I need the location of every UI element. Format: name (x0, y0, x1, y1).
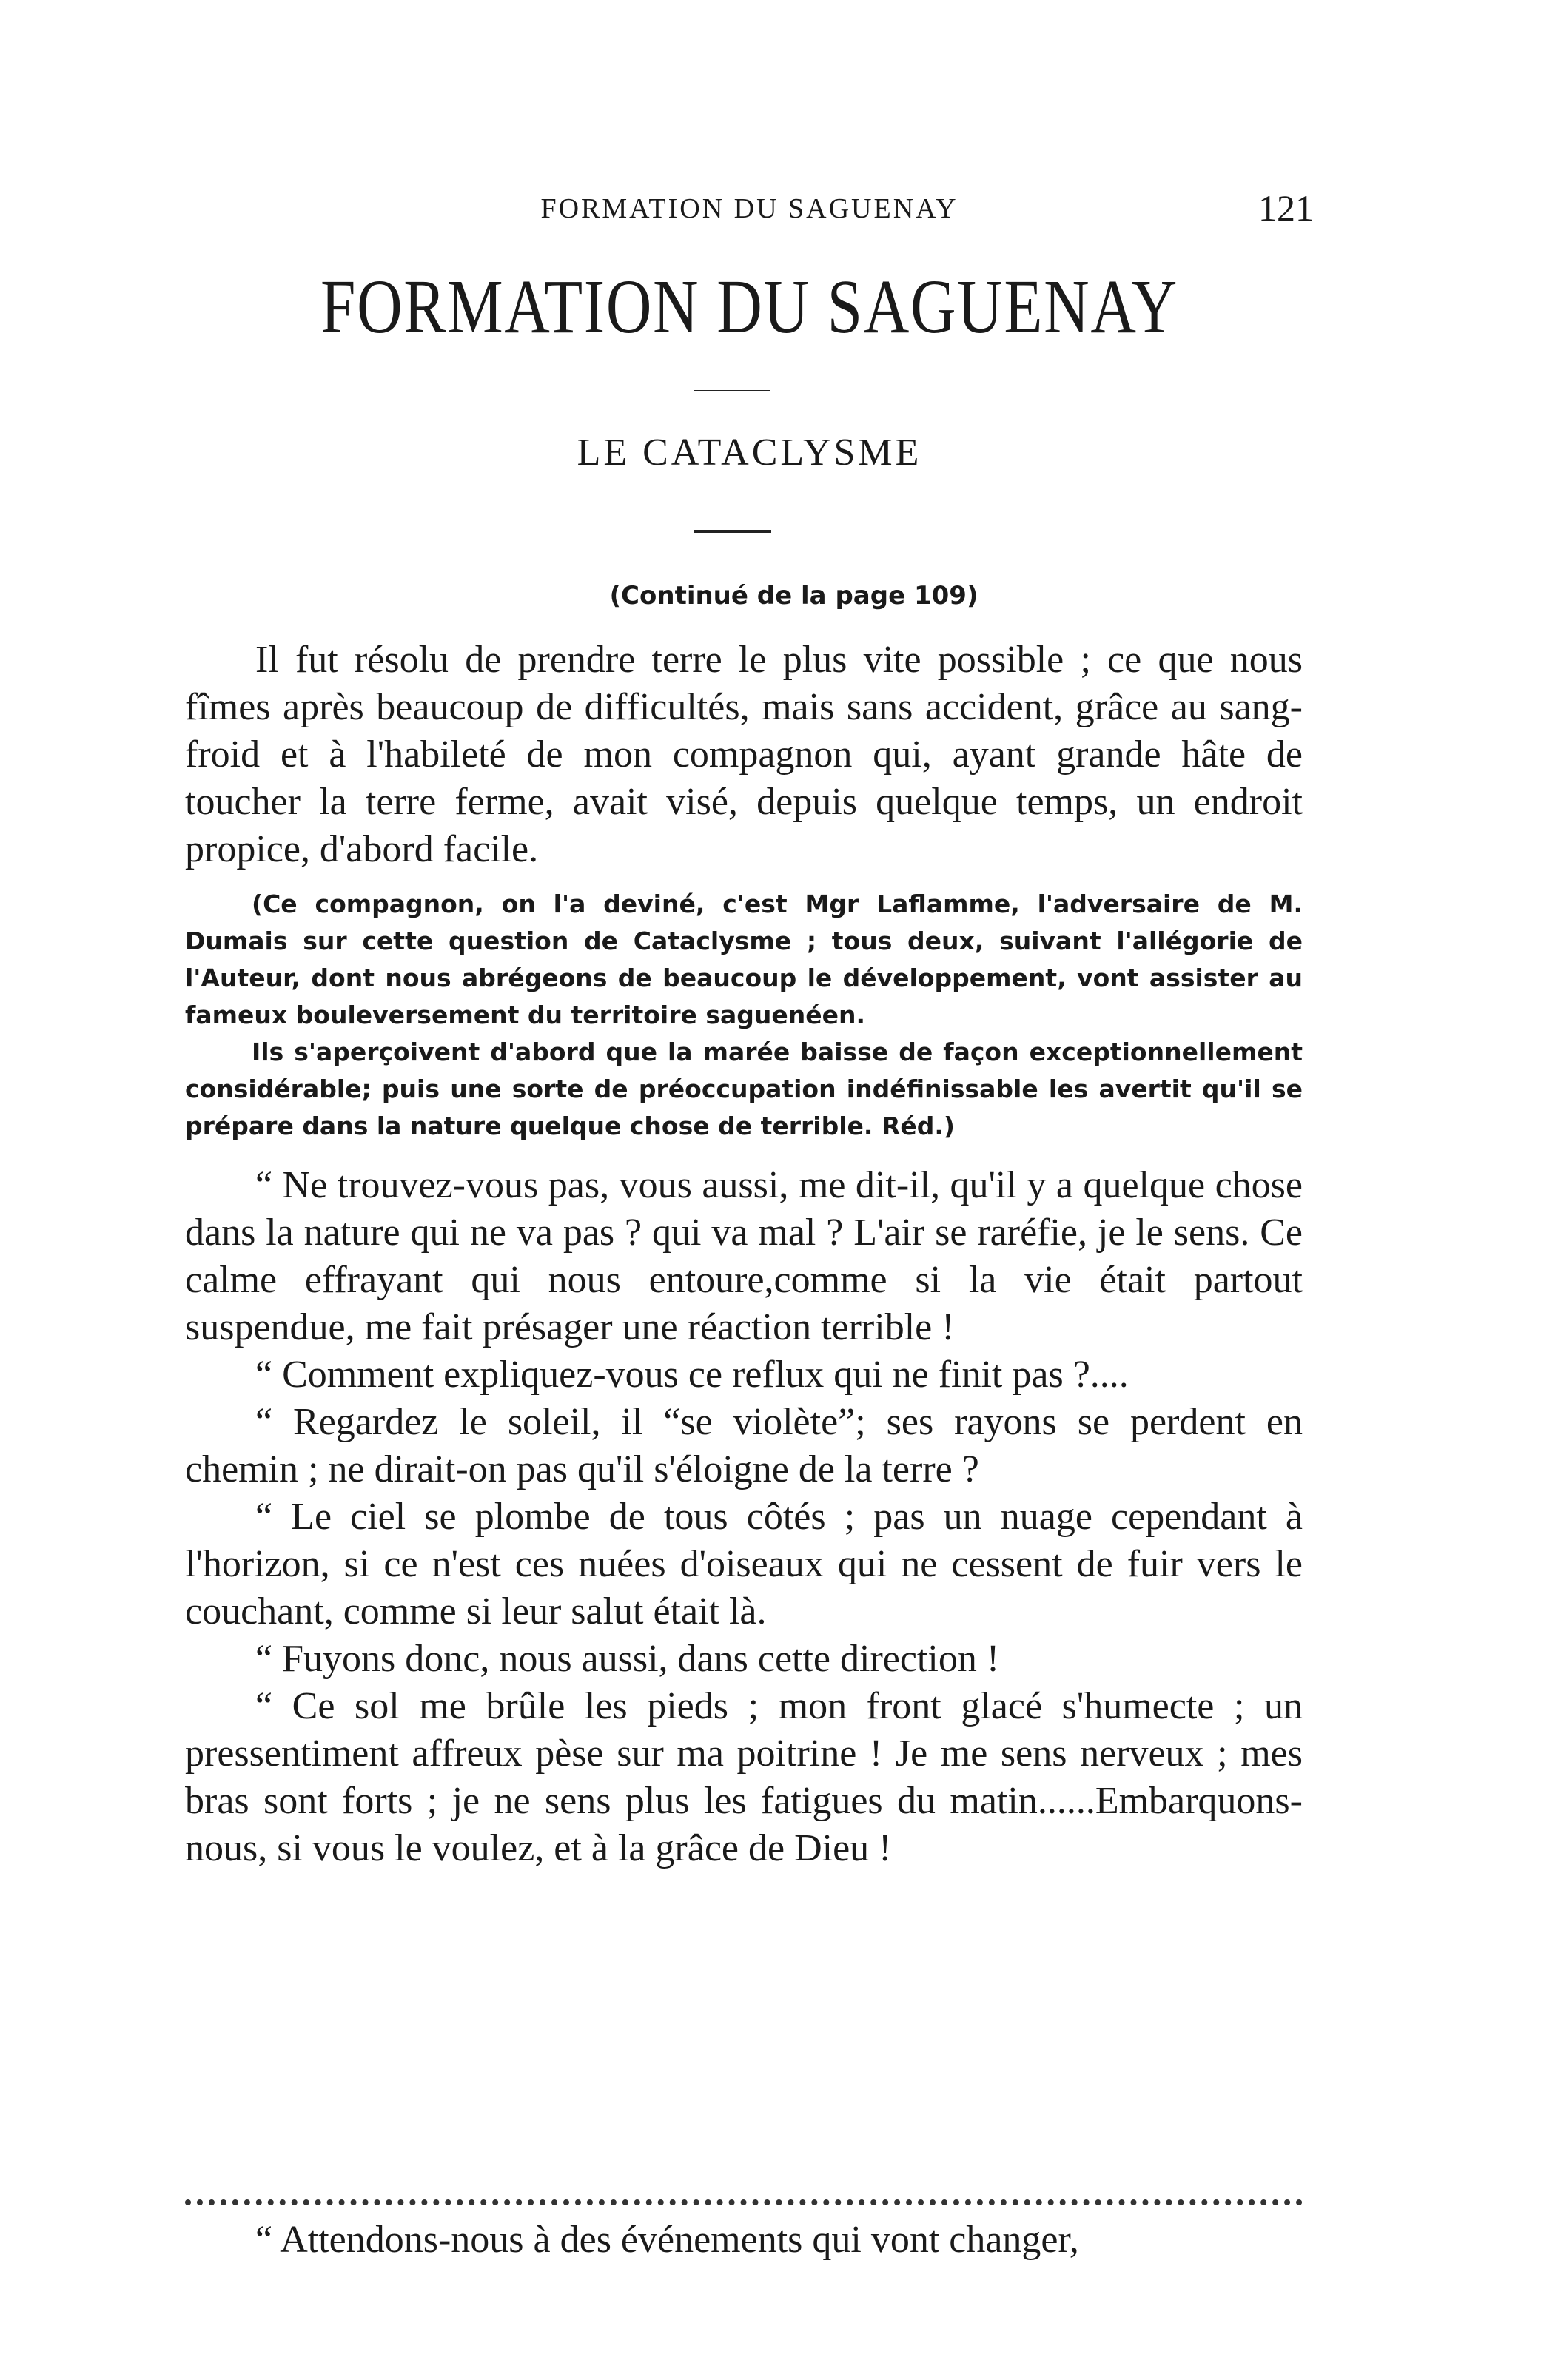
dialogue-paragraph: “ Ne trouvez-vous pas, vous aussi, me dit-il, qu'il y a quelque chose dans la nature qui ne va pas ? qui va mal ? L'air se raréfie, je le sens. Ce calme effrayant qui nous entoure,comme si la vie était partout suspendue, me fait présager une réaction terrible ! (185, 1164, 1303, 1348)
ellipsis-divider (185, 2191, 1303, 2205)
dialogue-paragraph: “ Comment expliquez-vous ce reflux qui ne finit pas ?.... (255, 1354, 1129, 1396)
closing-paragraph-block (185, 2216, 1303, 2264)
body-paragraph: Il fut résolu de prendre terre le plus vite possible ; ce que nous fîmes après beaucoup de difficultés, mais sans accident, grâce au sang-froid et à l'habileté de mon compagnon qui, ayant grande hâte de toucher la terre ferme, avait visé, depuis quelque temps, un endroit propice, d'abord facile. (185, 639, 1303, 870)
page-number: 121 (1258, 187, 1314, 229)
subtitle-divider (694, 530, 771, 533)
dialogue-paragraph: “ Ce sol me brûle les pieds ; mon front glacé s'humecte ; un pressentiment affreux pèse sur ma poitrine ! Je me sens nerveux ; mes bras sont forts ; je ne sens plus les fatigues du matin......Embarquons-nous, si vous le voulez, et à la grâce de Dieu ! (185, 1685, 1303, 1869)
title-divider (694, 390, 770, 391)
editor-note-block (185, 886, 1303, 1145)
editor-note: Ils s'aperçoivent d'abord que la marée baisse de façon exceptionnellement considérable; puis une sorte de préoccupation indéfinissable les avertit qu'il se prépare dans la nature quelque chose de terrible. Réd.) (185, 1038, 1303, 1140)
editor-note: (Ce compagnon, on l'a deviné, c'est Mgr Laflamme, l'adversaire de M. Dumais sur cette question de Cataclysme ; tous deux, suivant l'allégorie de l'Auteur, dont nous abrégeons de beaucoup le développement, vont assister au fameux bouleversement du territoire saguenéen. (185, 890, 1303, 1029)
chapter-title: FORMATION DU SAGUENAY (320, 264, 1178, 349)
dialogue-paragraph: “ Regardez le soleil, il “se violète”; ses rayons se perdent en chemin ; ne dirait-on pas qu'il s'éloigne de la terre ? (185, 1401, 1303, 1490)
continued-note: (Continué de la page 109) (609, 581, 978, 611)
running-title: FORMATION DU SAGUENAY (540, 193, 958, 224)
running-header (185, 186, 1314, 231)
closing-line: “ Attendons-nous à des événements qui vont changer, (255, 2219, 1079, 2261)
section-subtitle: LE CATACLYSME (577, 431, 922, 474)
opening-paragraph-block (185, 636, 1303, 873)
dialogue-paragraph: “ Fuyons donc, nous aussi, dans cette direction ! (255, 1638, 1000, 1680)
dialogue-paragraph: “ Le ciel se plombe de tous côtés ; pas un nuage cependant à l'horizon, si ce n'est ces nuées d'oiseaux qui ne cessent de fuir vers le couchant, comme si leur salut était là. (185, 1496, 1303, 1633)
dialogue-block (185, 1162, 1303, 1872)
